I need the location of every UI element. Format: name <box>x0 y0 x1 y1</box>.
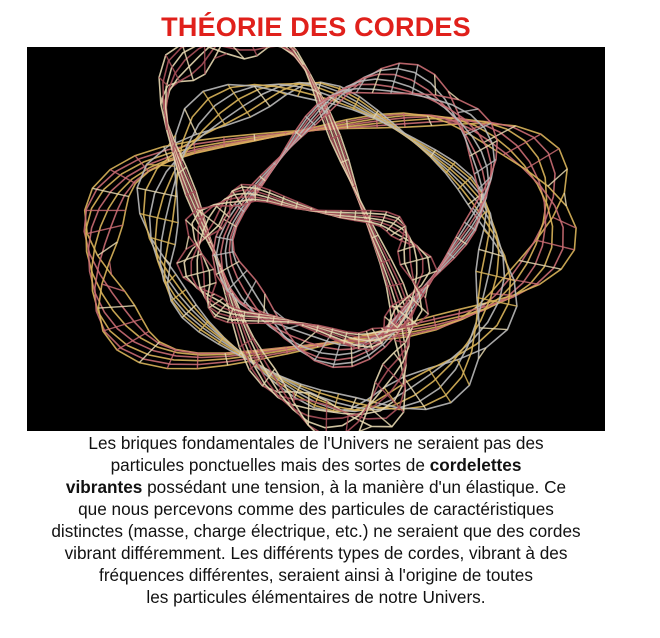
caption-line-7: fréquences différentes, seraient ainsi à l'origine de toutes <box>99 565 533 585</box>
caption-line-6: vibrant différemment. Les différents types de cordes, vibrant à des <box>64 543 568 563</box>
calabi-yau-wireframe <box>27 47 605 431</box>
caption-line-2-text: particules ponctuelles mais des sortes de <box>110 455 430 475</box>
caption-line-3 <box>20 476 612 498</box>
caption-line-1: Les briques fondamentales de l'Univers ne seraient pas des <box>88 433 544 453</box>
caption-line-5: distinctes (masse, charge électrique, etc.) ne seraient que des cordes <box>51 521 581 541</box>
wire-ribbon-3 <box>159 47 412 431</box>
string-theory-illustration <box>27 47 605 431</box>
caption-text <box>20 432 612 608</box>
caption-line-8: les particules élémentaires de notre Univers. <box>146 587 486 607</box>
caption-line-2 <box>20 454 612 476</box>
caption-bold-cordelettes: cordelettes <box>429 455 522 475</box>
caption-bold-vibrantes: vibrantes <box>65 477 143 497</box>
caption-line-4: que nous percevons comme des particules de caractéristiques <box>78 499 554 519</box>
caption-line-3-text: possédant une tension, à la manière d'un élastique. Ce <box>142 477 567 497</box>
page-title: THÉORIE DES CORDES <box>161 12 471 42</box>
